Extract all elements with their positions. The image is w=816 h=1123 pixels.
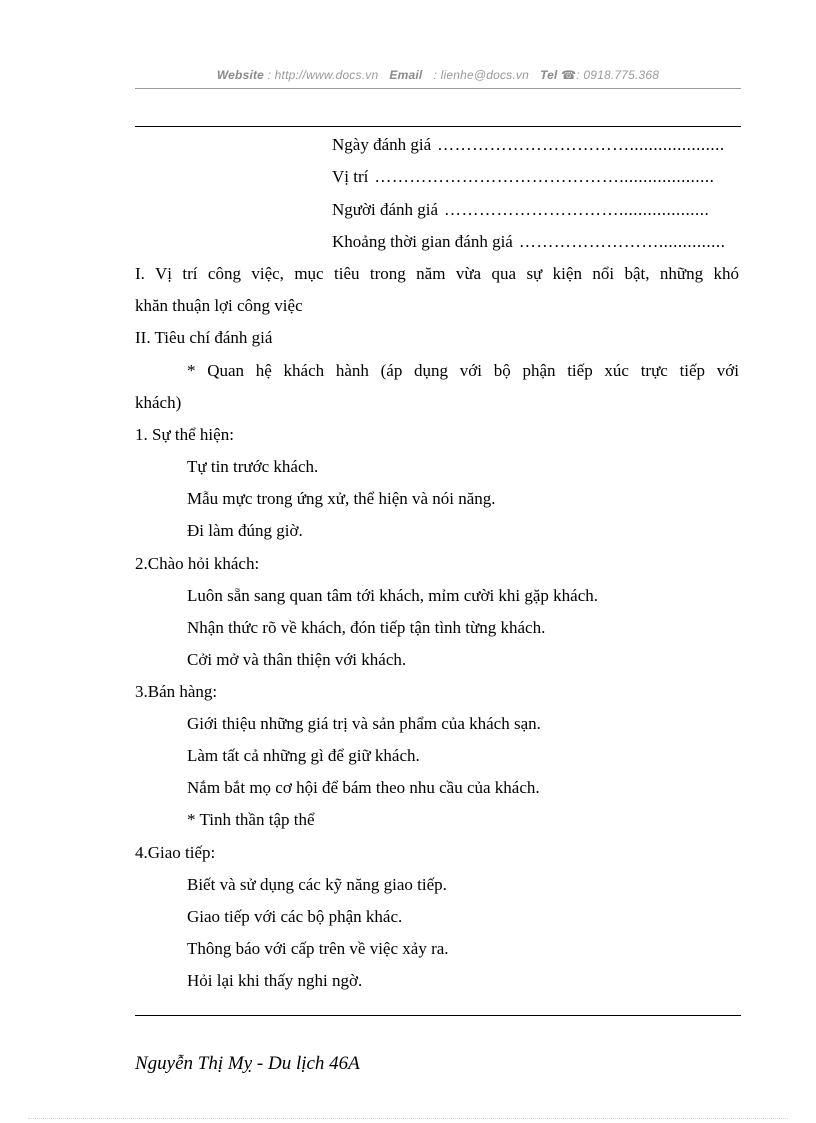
list-item: Cởi mở và thân thiện với khách. [187, 650, 407, 669]
evaluation-date-row [332, 135, 732, 155]
evaluation-period-row [332, 232, 732, 252]
list-item: Hỏi lại khi thấy nghi ngờ. [187, 971, 363, 990]
heading-sales: 3.Bán hàng: [135, 682, 218, 701]
list-item: Mẫu mực trong ứng xử, thể hiện và nói năng. [187, 489, 496, 508]
evaluation-position-label: Vị trí [332, 167, 369, 186]
evaluation-date-label: Ngày đánh giá [332, 135, 432, 154]
list-item: Thông báo với cấp trên về việc xảy ra. [187, 939, 449, 958]
list-item: Nắm bắt mọ cơ hội để bám theo nhu cầu của khách. [187, 778, 540, 797]
heading-communication: 4.Giao tiếp: [135, 843, 216, 862]
evaluation-evaluator-label: Người đánh giá [332, 200, 439, 219]
evaluation-date-field: …………………………….................... [437, 135, 725, 154]
email-label: Email [389, 68, 423, 82]
list-item: Làm tất cả những gì để giữ khách. [187, 746, 420, 765]
footer-author: Nguyễn Thị Mỵ - Du lịch 46A [135, 1053, 360, 1074]
page-header [135, 68, 741, 82]
list-item: Đi làm đúng giờ. [187, 521, 303, 540]
customer-relations-line1: * Quan hệ khách hành (áp dụng với bộ phận tiếp xúc trực tiếp với [187, 361, 739, 380]
heading-presentation: 1. Sự thể hiện: [135, 425, 234, 444]
section1-line1: I. Vị trí công việc, mục tiêu trong năm vừa qua sự kiện nổi bật, những khó [135, 264, 739, 283]
website-value[interactable]: : http://www.docs.vn [267, 68, 379, 82]
top-divider [135, 126, 741, 127]
list-item: Giới thiệu những giá trị và sản phẩm của khách sạn. [187, 714, 541, 733]
customer-relations-line2: khách) [135, 393, 182, 412]
list-item: * Tinh thần tập thể [187, 810, 315, 829]
evaluation-period-label: Khoảng thời gian đánh giá [332, 232, 513, 251]
header-divider [135, 88, 741, 89]
tel-label: Tel [540, 68, 558, 82]
page-bottom-border [28, 1118, 788, 1119]
heading-greeting: 2.Chào hỏi khách: [135, 554, 260, 573]
evaluation-period-field: …………………….............. [518, 232, 726, 251]
evaluation-position-field: …………………………………….................... [374, 167, 715, 186]
section1-line2: khăn thuận lợi công việc [135, 296, 303, 315]
list-item: Nhận thức rõ về khách, đón tiếp tận tình từng khách. [187, 618, 546, 637]
list-item: Tự tin trước khách. [187, 457, 319, 476]
list-item: Luôn sẵn sang quan tâm tới khách, mỉm cười khi gặp khách. [187, 586, 599, 605]
section2-title: II. Tiêu chí đánh giá [135, 328, 273, 347]
evaluation-evaluator-field: …………………………................... [444, 200, 710, 219]
bottom-divider [135, 1015, 741, 1016]
list-item: Biết và sử dụng các kỹ năng giao tiếp. [187, 875, 447, 894]
website-label: Website [216, 68, 265, 82]
list-item: Giao tiếp với các bộ phận khác. [187, 907, 403, 926]
evaluation-position-row [332, 167, 732, 187]
email-value[interactable]: : lienhe@docs.vn [433, 68, 529, 82]
telephone-icon: ☎ [561, 68, 577, 82]
evaluation-evaluator-row [332, 200, 732, 220]
tel-value: : 0918.775.368 [576, 68, 660, 82]
